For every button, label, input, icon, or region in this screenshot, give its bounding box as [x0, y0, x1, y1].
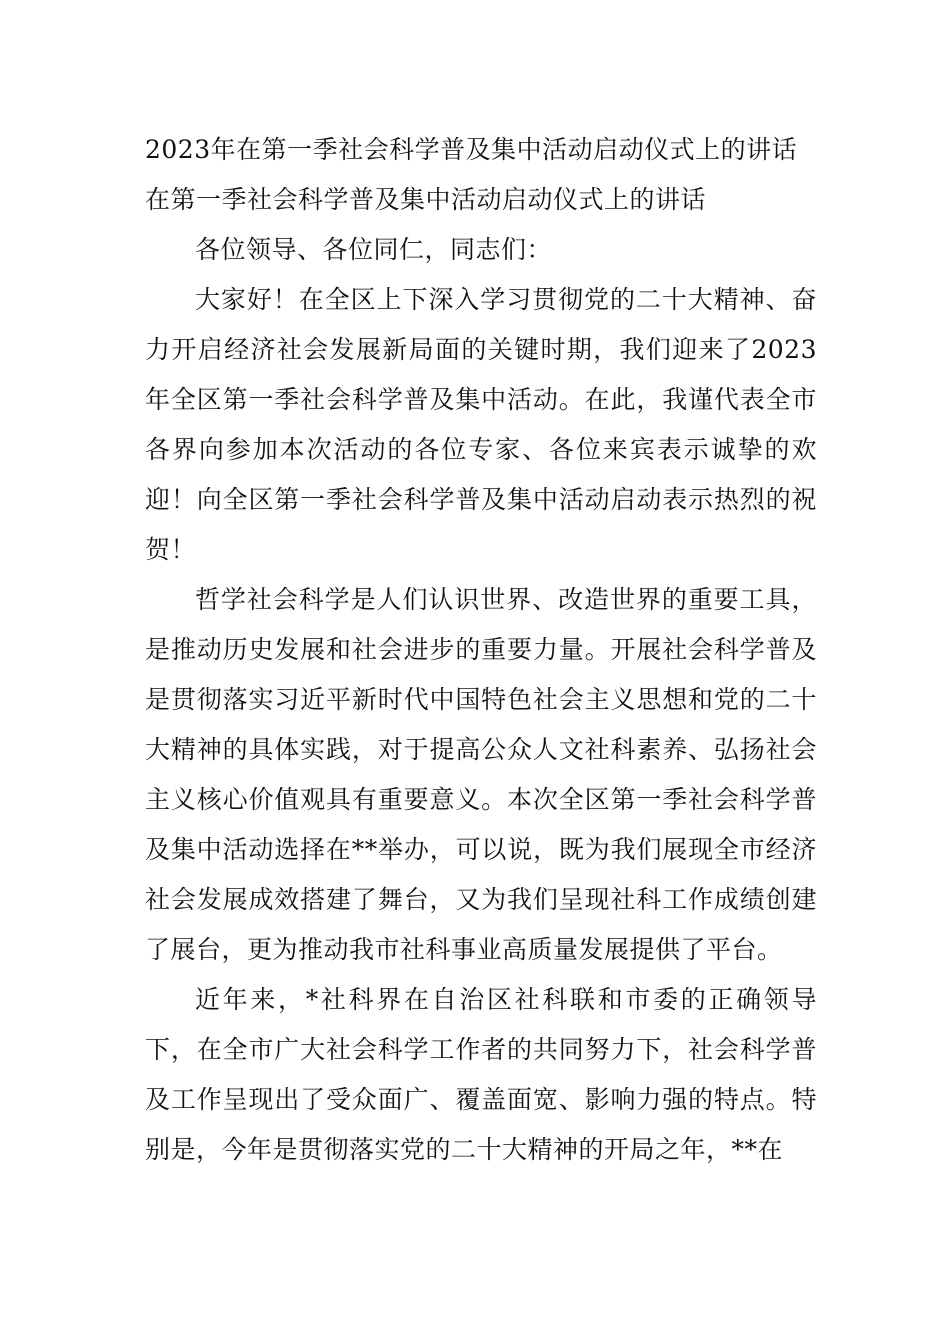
social-science-paragraph: 哲学社会科学是人们认识世界、改造世界的重要工具，是推动历史发展和社会进步的重要力量。开展社会科学普及是贯彻落实习近平新时代中国特色社会主义思想和党的二十大精神的具体实践，对于提高公众人文社科素养、弘扬社会主义核心价值观具有重要意义。本次全区第一季社会科学普及集中活动选择在**举办，可以说，既为我们展现全市经济社会发展成效搭建了舞台，又为我们呈现社科工作成绩创建了展台，更为推动我市社科事业高质量发展提供了平台。 [145, 585, 817, 964]
salutation-paragraph: 各位领导、各位同仁，同志们： [195, 235, 553, 264]
greeting-paragraph: 大家好！在全区上下深入学习贯彻党的二十大精神、奋力开启经济社会发展新局面的关键时期，我们迎来了2023年全区第一季社会科学普及集中活动。在此，我谨代表全市各界向参加本次活动的各位专家、各位来宾表示诚挚的欢迎！向全区第一季社会科学普及集中活动启动表示热烈的祝贺！ [145, 285, 817, 564]
document-body [145, 125, 817, 1175]
document-title-line-1: 2023年在第一季社会科学普及集中活动启动仪式上的讲话 [145, 135, 798, 164]
recent-years-paragraph: 近年来，*社科界在自治区社科联和市委的正确领导下，在全市广大社会科学工作者的共同努力下，社会科学普及工作呈现出了受众面广、覆盖面宽、影响力强的特点。特别是，今年是贯彻落实党的二十大精神的开局之年，**在 [145, 985, 817, 1164]
document-title-line-2: 在第一季社会科学普及集中活动启动仪式上的讲话 [145, 185, 707, 214]
